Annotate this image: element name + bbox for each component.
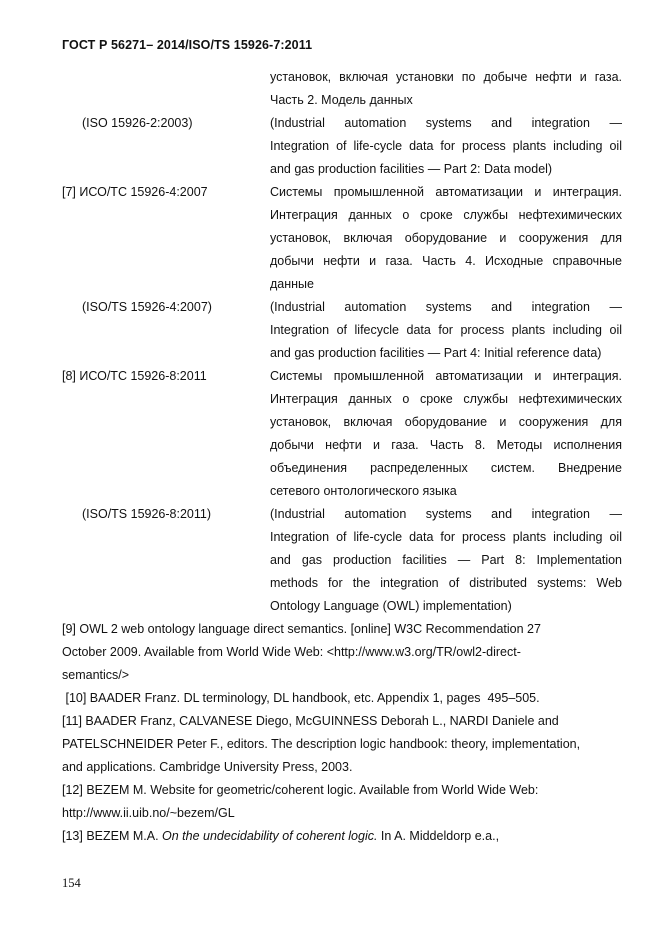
text-line: [11] BAADER Franz, CALVANESE Diego, McGUINNESS Deborah L., NARDI Daniele and: [62, 714, 559, 728]
ref13-suffix: In A. Middeldorp e.a.,: [377, 829, 500, 843]
entry-designation: (ISO/TS 15926-8:2011): [82, 507, 212, 521]
text-line: PATELSCHNEIDER Peter F., editors. The description logic handbook: theory, implementation,: [62, 737, 581, 751]
entry-title: [270, 365, 622, 503]
reference-10: [62, 687, 622, 710]
text-line: and applications. Cambridge University Press, 2003.: [62, 760, 353, 774]
reference-12: [62, 779, 622, 825]
text-line: (Industrial automation systems and integration —: [270, 116, 622, 130]
text-line: and gas production facilities — Part 8: Implementation: [270, 553, 622, 567]
text-line: [12] BEZEM M. Website for geometric/coherent logic. Available from World Wide Web:: [62, 783, 539, 797]
text-line: [10] BAADER Franz. DL terminology, DL handbook, etc. Appendix 1, pages 495–505.: [62, 691, 540, 705]
reference-url: http://www.ii.uib.no/~bezem/GL: [62, 806, 235, 820]
reference-13: [62, 825, 622, 848]
text-line: Integration of life-cycle data for process plants including oil: [270, 139, 622, 153]
entry-title: [270, 503, 622, 618]
text-line: October 2009. Available from World Wide Web: <http://www.w3.org/TR/owl2-direct-: [62, 645, 521, 659]
text-line: and gas production facilities — Part 4: Initial reference data): [270, 346, 602, 360]
text-line: добычи нефти и газа. Часть 8. Методы исполнения: [270, 438, 622, 452]
text-line: Ontology Language (OWL) implementation): [270, 599, 512, 613]
text-line: Интеграция данных о сроке службы нефтехимических: [270, 392, 622, 406]
ref13-prefix: [13] BEZEM M.A.: [62, 829, 163, 843]
text-line: Интеграция данных о сроке службы нефтехимических: [270, 208, 622, 222]
entry-title: [270, 296, 622, 365]
entry-designation: (ISO 15926-2:2003): [82, 116, 193, 130]
text-line: Часть 2. Модель данных: [270, 93, 413, 107]
ref13-title: On the undecidability of coherent logic.: [162, 829, 378, 843]
text-line: данные: [270, 277, 314, 291]
text-line: [9] OWL 2 web ontology language direct semantics. [online] W3C Recommendation 27: [62, 622, 541, 636]
text-line: (Industrial automation systems and integration —: [270, 300, 622, 314]
reference-9: [62, 618, 622, 687]
reference-11: [62, 710, 622, 779]
page-header: ГОСТ Р 56271– 2014/ISO/TS 15926-7:2011: [62, 38, 313, 52]
entry-designation: [8] ИСО/ТС 15926-8:2011: [62, 369, 207, 383]
page-number: 154: [62, 876, 81, 890]
text-line: установок, включая оборудование и сооружения для: [270, 231, 622, 245]
text-line: Системы промышленной автоматизации и интеграция.: [270, 185, 622, 199]
entry-continuation-text: [270, 66, 622, 112]
entry-designation: [7] ИСО/ТС 15926-4:2007: [62, 185, 208, 199]
text-line: methods for the integration of distributed systems: Web: [270, 576, 622, 590]
text-line: Integration of lifecycle data for process plants including oil: [270, 323, 622, 337]
text-line: (Industrial automation systems and integration —: [270, 507, 622, 521]
text-line: Integration of life-cycle data for process plants including oil: [270, 530, 622, 544]
text-line: Системы промышленной автоматизации и интеграция.: [270, 369, 622, 383]
text-line: добычи нефти и газа. Часть 4. Исходные справочные: [270, 254, 622, 268]
text-line: установок, включая оборудование и сооружения для: [270, 415, 622, 429]
entry-title: [270, 112, 622, 181]
entry-designation: (ISO/TS 15926-4:2007): [82, 300, 212, 314]
entry-title: [270, 181, 622, 296]
text-line: [62, 825, 622, 848]
text-line: сетевого онтологического языка: [270, 484, 457, 498]
text-line: and gas production facilities — Part 2: Data model): [270, 162, 553, 176]
text-line: объединения распределенных систем. Внедрение: [270, 461, 622, 475]
text-line: установок, включая установки по добыче нефти и газа.: [270, 70, 622, 84]
text-line: semantics/>: [62, 668, 130, 682]
